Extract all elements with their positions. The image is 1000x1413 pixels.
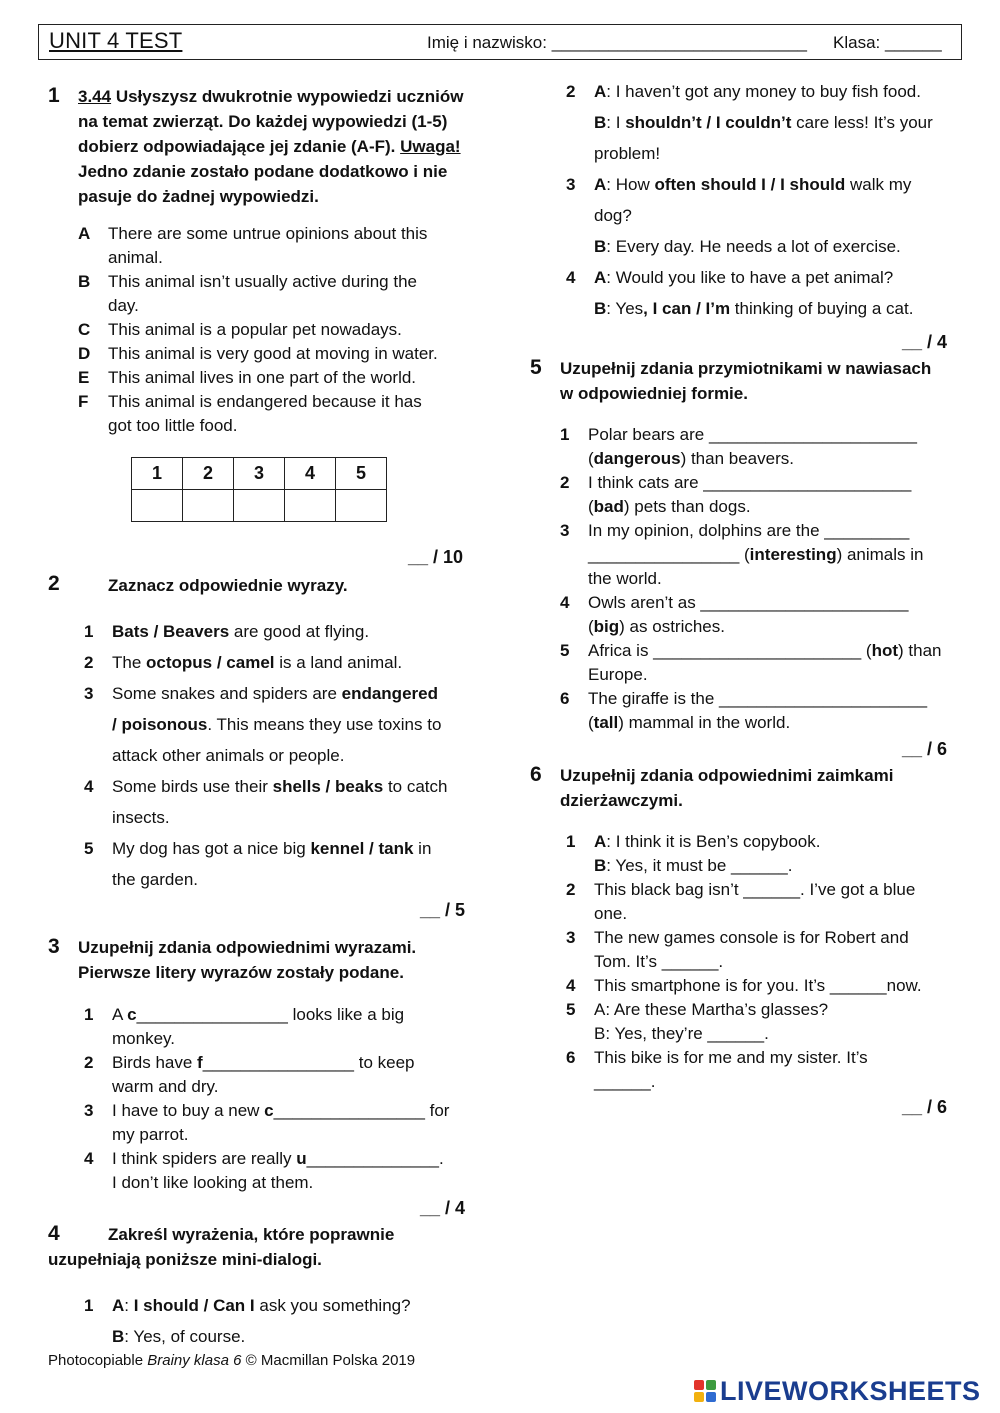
- question-number: 3: [48, 935, 60, 958]
- track-number: 3.44: [78, 87, 112, 106]
- option-item: C This animal is a popular pet nowadays.: [78, 320, 402, 339]
- page-title: UNIT 4 TEST: [49, 28, 183, 53]
- dialog-line: 3 A: How often should I / I should walk my: [566, 175, 912, 194]
- dialog-line: dog?: [594, 206, 632, 225]
- list-item: 3 In my opinion, dolphins are the _________: [560, 521, 910, 540]
- score-q2: __ / 5: [420, 900, 466, 920]
- list-item: 2 Birds have f________________ to keep: [84, 1053, 415, 1072]
- logo-square: [694, 1392, 704, 1402]
- blank-field[interactable]: ______________.: [306, 1149, 444, 1168]
- list-item: 3 Some snakes and spiders are endangered: [84, 684, 438, 703]
- logo-square: [706, 1380, 716, 1390]
- list-item: 4 This smartphone is for you. It’s ______now.: [566, 976, 922, 995]
- choice-pair[interactable]: kennel / tank: [310, 839, 414, 858]
- list-item-cont: / poisonous. This means they use toxins to: [112, 715, 442, 734]
- q4-dialog-1: [84, 1290, 484, 1352]
- choice-pair[interactable]: I should / Can I: [133, 1296, 255, 1315]
- list-item: 2 This black bag isn’t ______. I’ve got a blue: [566, 880, 916, 899]
- logo-square: [706, 1392, 716, 1402]
- table-header: 3: [234, 458, 285, 490]
- list-item-cont: Tom. It’s ______.: [594, 952, 724, 971]
- table-header: 1: [132, 458, 183, 490]
- choice-pair[interactable]: / poisonous: [112, 715, 208, 734]
- warning-label: Uwaga!: [400, 137, 461, 156]
- option-item: D This animal is very good at moving in water.: [78, 344, 438, 363]
- list-item-cont: (dangerous) than beavers.: [588, 449, 794, 468]
- blank-field[interactable]: ________________ for: [273, 1101, 450, 1120]
- list-item-cont: (bad) pets than dogs.: [588, 497, 751, 516]
- logo-square: [694, 1380, 704, 1390]
- q3-instruction: Uzupełnij zdania odpowiednimi wyrazami. Pierwsze litery wyrazów zostały podane.: [78, 938, 417, 982]
- answer-cell[interactable]: [132, 490, 183, 522]
- q3-items: [84, 1003, 484, 1195]
- dialog-line: 4 A: Would you like to have a pet animal?: [566, 268, 894, 287]
- list-item: 3 I have to buy a new c________________ for: [84, 1101, 450, 1120]
- dialog-line: 2 A: I haven’t got any money to buy fish food.: [566, 82, 921, 101]
- score-q5: __ / 6: [902, 739, 948, 759]
- option-item: A There are some untrue opinions about this: [78, 224, 428, 243]
- table-header: 5: [336, 458, 387, 490]
- option-item-cont: animal.: [108, 248, 163, 267]
- list-item-cont: monkey.: [112, 1029, 175, 1048]
- answer-cell[interactable]: [234, 490, 285, 522]
- option-item: F This animal is endangered because it has: [78, 392, 422, 411]
- answer-cell[interactable]: [183, 490, 234, 522]
- list-item: 1 Polar bears are ______________________: [560, 425, 917, 444]
- dialog-line: B: Yes, I can / I’m thinking of buying a cat.: [594, 299, 914, 318]
- list-item-cont: Europe.: [588, 665, 648, 684]
- question-number: 2: [48, 572, 60, 595]
- question-number: 5: [530, 356, 542, 379]
- name-field-label: Imię i nazwisko: ___________________________: [427, 33, 807, 52]
- question-number: 6: [530, 763, 542, 786]
- list-item-cont: (tall) mammal in the world.: [588, 713, 791, 732]
- list-item-cont: B: Yes, it must be ______.: [594, 856, 793, 875]
- list-item-cont: the world.: [588, 569, 662, 588]
- list-item: 1 Bats / Beavers are good at flying.: [84, 622, 370, 641]
- list-item: 2 The octopus / camel is a land animal.: [84, 653, 403, 672]
- dialog-line: B: I shouldn’t / I couldn’t care less! It’s your: [594, 113, 933, 132]
- q5-items: [560, 423, 960, 735]
- table-header: 4: [285, 458, 336, 490]
- list-item-cont: warm and dry.: [112, 1077, 219, 1096]
- list-item: 4 Owls aren’t as ______________________: [560, 593, 909, 612]
- list-item-cont: I don’t like looking at them.: [112, 1173, 314, 1192]
- list-item-cont: one.: [594, 904, 628, 923]
- list-item-cont: B: Yes, they’re ______.: [594, 1024, 769, 1043]
- score-q1: __ / 10: [408, 547, 464, 567]
- list-item: 3 The new games console is for Robert and: [566, 928, 909, 947]
- header-box: [38, 24, 962, 60]
- list-item: 6 This bike is for me and my sister. It’s: [566, 1048, 868, 1067]
- list-item: 4 I think spiders are really u______________.: [84, 1149, 444, 1168]
- table-header: 2: [183, 458, 234, 490]
- q5-instruction: Uzupełnij zdania przymiotnikami w nawiasach w odpowiedniej formie.: [560, 359, 932, 403]
- list-item-cont: attack other animals or people.: [112, 746, 345, 765]
- choice-pair[interactable]: shouldn’t / I couldn’t: [625, 113, 792, 132]
- choice-pair[interactable]: shells / beaks: [272, 777, 384, 796]
- list-item: 6 The giraffe is the ______________________: [560, 689, 928, 708]
- q2-items: [84, 616, 484, 895]
- class-field-label: Klasa: ______: [833, 33, 942, 52]
- question-number: 4: [48, 1222, 60, 1245]
- q4-instruction: Zakreśl wyrażenia, które poprawnie uzupełniają poniższe mini-dialogi.: [48, 1225, 395, 1269]
- list-item: 5 Africa is ______________________ (hot) than: [560, 641, 942, 660]
- choice-pair[interactable]: endangered: [341, 684, 438, 703]
- q1-options: [78, 222, 478, 438]
- choice-pair[interactable]: Bats / Beavers: [112, 622, 230, 641]
- list-item-cont: insects.: [112, 808, 170, 827]
- choice-pair[interactable]: octopus / camel: [146, 653, 275, 672]
- score-q6: __ / 6: [902, 1097, 948, 1117]
- answer-cell[interactable]: [336, 490, 387, 522]
- question-number: 1: [48, 84, 60, 107]
- logo-text: LIVEWORKSHEETS: [720, 1375, 981, 1406]
- option-item-cont: got too little food.: [108, 416, 238, 435]
- option-item: B This animal isn’t usually active during the: [78, 272, 417, 291]
- option-item-cont: day.: [108, 296, 139, 315]
- dialog-line: B: Yes, of course.: [112, 1327, 246, 1346]
- blank-field[interactable]: ________________ looks like a big: [136, 1005, 405, 1024]
- copyright-footer: Photocopiable Brainy klasa 6 © Macmillan Polska 2019: [48, 1352, 416, 1369]
- list-item-cont: the garden.: [112, 870, 199, 889]
- list-item-cont: (big) as ostriches.: [588, 617, 725, 636]
- list-item: 1 A: I think it is Ben’s copybook.: [566, 832, 821, 851]
- list-item-cont: ______.: [594, 1072, 656, 1091]
- list-item: 2 I think cats are ______________________: [560, 473, 912, 492]
- liveworksheets-logo[interactable]: [694, 1376, 981, 1406]
- q6-items: [566, 830, 966, 1094]
- list-item: 5 A: Are these Martha’s glasses?: [566, 1000, 829, 1019]
- score-q4: __ / 4: [902, 332, 948, 352]
- dialog-line: 1 A: I should / Can I ask you something?: [84, 1296, 411, 1315]
- q1-instruction: 3.44 Usłyszysz dwukrotnie wypowiedzi uczniów na temat zwierząt. Do każdej wypowiedzi (1-5) dobierz odpowiadające jej zdanie (A-F). Uwaga! Jedno zdanie zostało podane dodatkowo i nie pasuje do żadnej wypowiedzi.: [78, 87, 464, 206]
- blank-field[interactable]: ________________ to keep: [202, 1053, 415, 1072]
- list-item: 1 A c________________ looks like a big: [84, 1005, 405, 1024]
- list-item: 4 Some birds use their shells / beaks to catch: [84, 777, 448, 796]
- list-item-cont: my parrot.: [112, 1125, 189, 1144]
- list-item-cont: ________________ (interesting) animals in: [588, 545, 924, 564]
- score-q3: __ / 4: [420, 1198, 466, 1218]
- option-item: E This animal lives in one part of the world.: [78, 368, 417, 387]
- choice-pair[interactable]: often should I / I should: [654, 175, 846, 194]
- list-item: 5 My dog has got a nice big kennel / tank in: [84, 839, 432, 858]
- logo-icon: [694, 1380, 716, 1402]
- answer-table: [131, 457, 387, 522]
- q4-dialogs-cont: [566, 76, 966, 324]
- q6-instruction: Uzupełnij zdania odpowiednimi zaimkami dzierżawczymi.: [560, 766, 894, 810]
- q2-instruction: Zaznacz odpowiednie wyrazy.: [108, 576, 348, 595]
- choice-pair[interactable]: , I can / I’m: [643, 299, 731, 318]
- answer-cell[interactable]: [285, 490, 336, 522]
- dialog-line: problem!: [594, 144, 661, 163]
- dialog-line: B: Every day. He needs a lot of exercise.: [594, 237, 901, 256]
